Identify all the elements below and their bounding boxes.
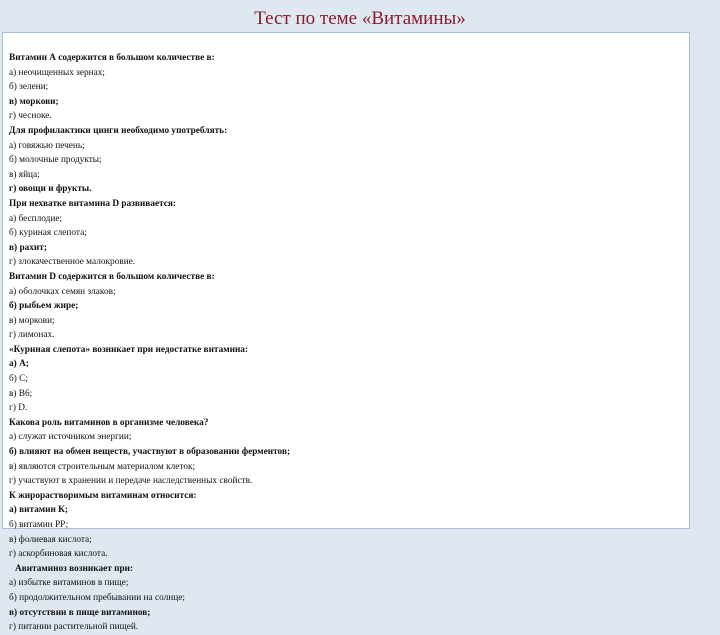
quiz-line-emphasis: Витамин D содержится в большом количестве в: xyxy=(9,271,215,282)
quiz-line-emphasis: а) витамин К; xyxy=(9,505,68,516)
quiz-line: в) яйца; xyxy=(9,169,40,180)
quiz-line: в) моркови; xyxy=(9,315,55,326)
quiz-line: б) зелени; xyxy=(9,82,49,93)
quiz-line: в) В6; xyxy=(9,388,33,399)
quiz-line-emphasis: в) отсутствии в пище витаминов; xyxy=(9,607,151,618)
quiz-line: в) фолиевая кислота; xyxy=(9,534,92,545)
quiz-line: г) лимонах. xyxy=(9,330,55,341)
quiz-line-emphasis: К жирорастворимым витаминам относится: xyxy=(9,490,197,501)
quiz-line: а) избытке витаминов в пище; xyxy=(9,578,129,589)
quiz-line: а) бесплодие; xyxy=(9,213,63,224)
quiz-line-emphasis: в) моркови; xyxy=(9,96,59,107)
quiz-line-emphasis: б) влияют на обмен веществ, участвуют в образовании ферментов; xyxy=(9,447,291,458)
quiz-line: б) С; xyxy=(9,374,28,385)
quiz-line: г) питании растительной пищей. xyxy=(9,622,139,633)
quiz-line: г) D. xyxy=(9,403,28,414)
quiz-line: г) участвуют в хранении и передаче наследственных свойств. xyxy=(9,476,253,487)
quiz-line-emphasis: в) рахит; xyxy=(9,242,47,253)
quiz-line: б) куриная слепота; xyxy=(9,228,87,239)
quiz-line-emphasis: б) рыбьем жире; xyxy=(9,301,79,312)
quiz-line: а) оболочках семян злаков; xyxy=(9,286,116,297)
quiz-line: г) злокачественное малокровие. xyxy=(9,257,136,268)
quiz-line-emphasis: При нехватке витамина D развивается: xyxy=(9,198,177,209)
quiz-panel xyxy=(2,32,690,633)
slide-title: Тест по теме «Витамины» xyxy=(254,8,466,29)
quiz-line: б) витамин РР; xyxy=(9,520,69,530)
quiz-lines xyxy=(9,51,689,635)
quiz-line: а) служат источником энергии; xyxy=(9,432,132,443)
quiz-line-emphasis: г) овощи и фрукты. xyxy=(9,184,92,195)
quiz-line: а) неочищенных зернах; xyxy=(9,67,105,78)
quiz-line: г) чесноке. xyxy=(9,111,52,122)
quiz-line-emphasis: Авитаминоз возникает при: xyxy=(15,563,134,574)
quiz-line-emphasis: Какова роль витаминов в организме человека? xyxy=(9,417,209,428)
quiz-line-emphasis: Витамин А содержится в большом количестве в: xyxy=(9,53,215,63)
quiz-line-emphasis: а) А; xyxy=(9,359,29,370)
quiz-line: а) говяжью печень; xyxy=(9,140,85,151)
quiz-line: б) молочные продукты; xyxy=(9,155,102,166)
quiz-line: г) аскорбиновая кислота. xyxy=(9,549,108,560)
quiz-line-emphasis: Для профилактики цинги необходимо употреблять: xyxy=(9,125,228,136)
quiz-line: в) являются строительным материалом клеток; xyxy=(9,461,196,472)
quiz-line: б) продолжительном пребывании на солнце; xyxy=(9,592,185,603)
quiz-line-emphasis: «Куриная слепота» возникает при недостатке витамина: xyxy=(9,344,249,355)
